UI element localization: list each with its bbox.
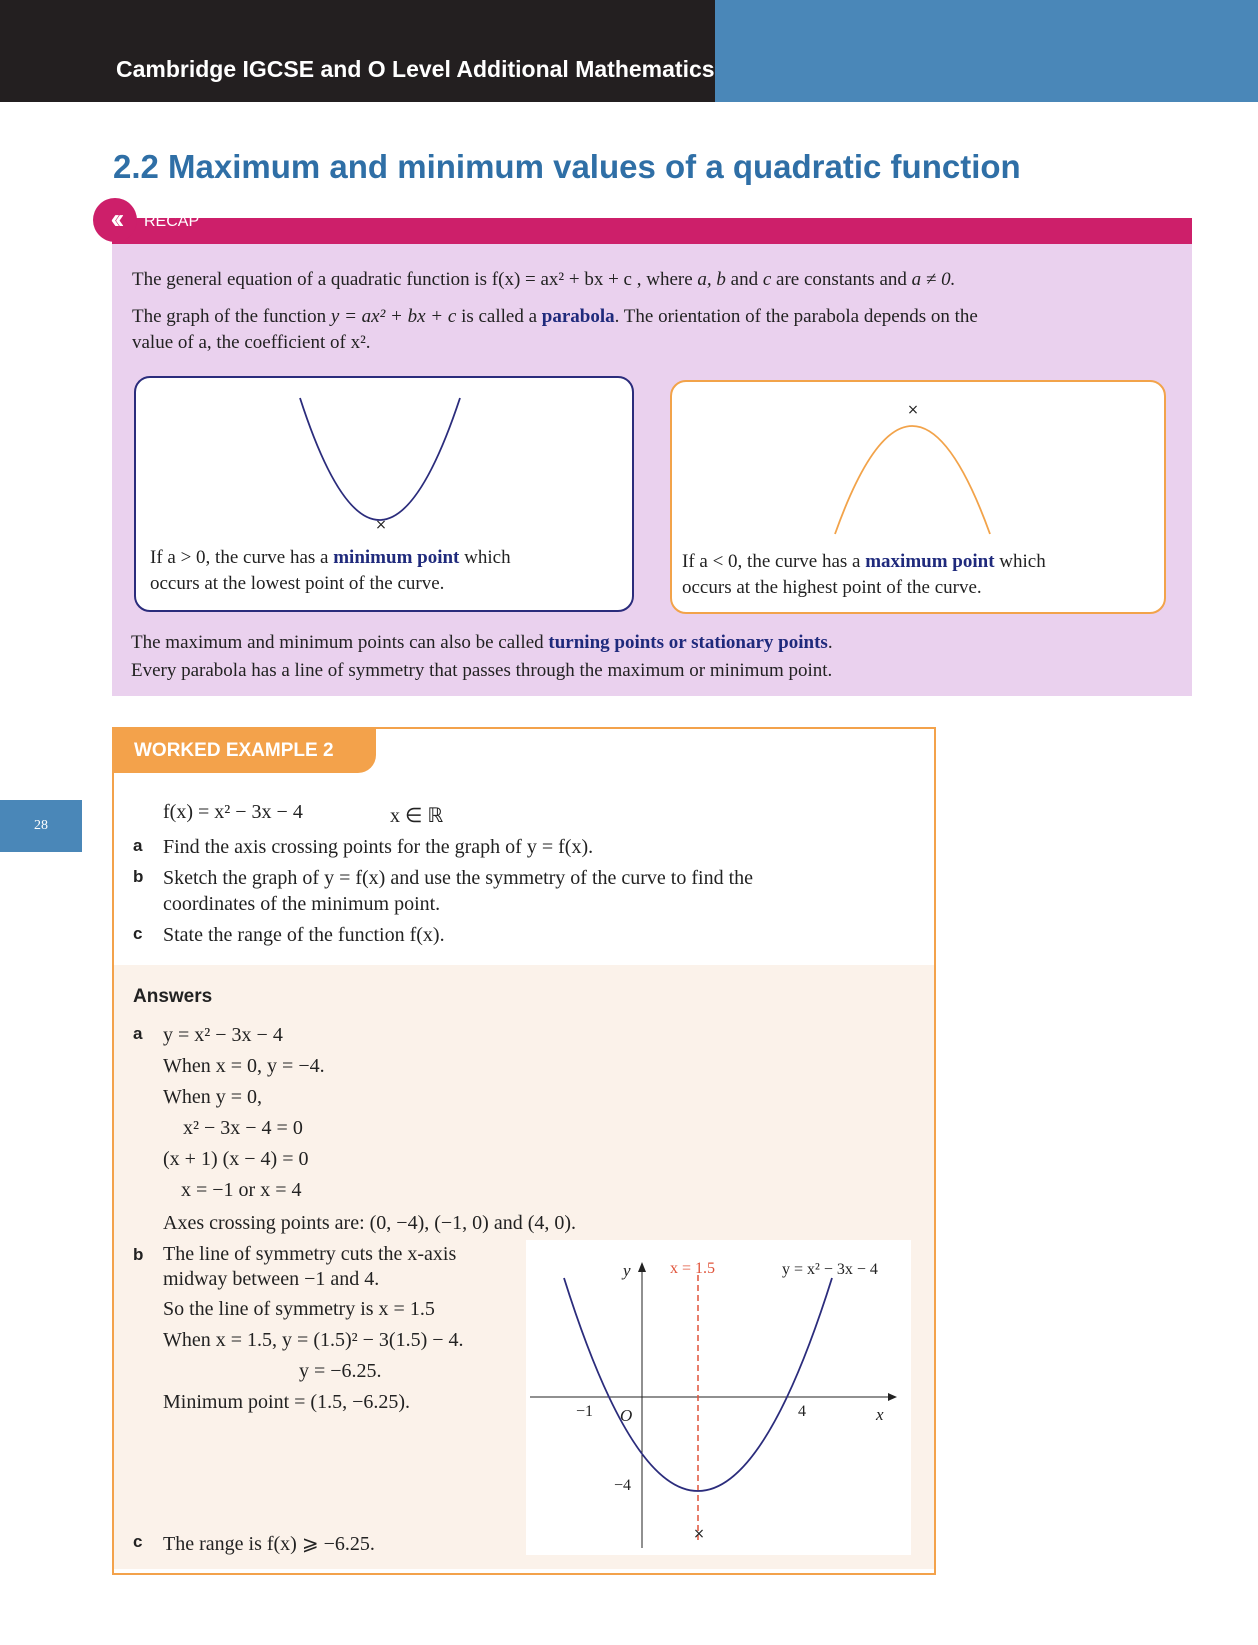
answer-a-line-3: When y = 0, [163, 1086, 263, 1108]
answer-b-line-2: midway between −1 and 4. [163, 1268, 380, 1290]
x-axis-arrow [888, 1393, 897, 1401]
tick-label-neg4: −4 [614, 1477, 632, 1494]
question-b-line-2: coordinates of the minimum point. [163, 893, 441, 915]
answer-a-line-5: (x + 1) (x − 4) = 0 [163, 1148, 309, 1170]
maximum-parabola-diagram [670, 380, 1166, 540]
answer-a-line-4: x² − 3x − 4 = 0 [183, 1117, 303, 1139]
section-title: 2.2 Maximum and minimum values of a quadratic function [113, 148, 1021, 185]
header-bar [0, 0, 715, 102]
y-axis-label: y [623, 1261, 631, 1280]
answer-b-letter: b [133, 1245, 144, 1264]
maximum-point-marker: × [907, 402, 919, 418]
recap-p3-text: The maximum and minimum points can also be called [131, 632, 544, 653]
turning-points-term: turning points or stationary points [548, 632, 828, 653]
origin-label: O [620, 1406, 633, 1425]
quadratic-graph [520, 1240, 915, 1560]
parabola-term: parabola [541, 306, 615, 327]
question-c: State the range of the function f(x). [163, 924, 445, 946]
minimum-panel-text-2: occurs at the lowest point of the curve. [150, 573, 445, 594]
minimum-panel-text-1 [150, 545, 511, 571]
recap-paragraph-2 [132, 304, 1172, 330]
maximum-parabola-curve [835, 426, 990, 534]
minimum-point-marker: × [693, 1526, 705, 1542]
answer-c-line-1: The range is f(x) ⩾ −6.25. [163, 1533, 375, 1555]
worked-example-tab: WORKED EXAMPLE 2 [114, 729, 376, 773]
recap-paragraph-1 [132, 267, 1172, 293]
minimum-parabola-diagram [134, 376, 634, 546]
answer-c-letter: c [133, 1532, 143, 1551]
recap-p2-equation: y = ax² + bx + c [330, 306, 457, 327]
recap-label: RECAP [144, 213, 200, 230]
function-definition: f(x) = x² − 3x − 4 [163, 801, 303, 823]
minimum-point-marker: × [375, 517, 387, 533]
book-title: Cambridge IGCSE and O Level Additional Mathematics [116, 56, 715, 82]
function-domain: x ∈ ℝ [390, 805, 444, 827]
answer-a-line-1: y = x² − 3x − 4 [163, 1024, 283, 1046]
recap-p1-condition: a ≠ 0. [911, 269, 956, 290]
answer-a-line-2: When x = 0, y = −4. [163, 1055, 325, 1077]
answer-a-letter: a [133, 1024, 143, 1043]
page-number: 28 [0, 800, 82, 852]
minimum-point-term: minimum point [333, 547, 460, 568]
tick-label-4: 4 [798, 1403, 806, 1420]
recap-p3-period: . [827, 632, 833, 653]
recap-p2-text-2: is called a [461, 306, 538, 327]
recap-p2-text-3: . The orientation of the parabola depends on the [614, 306, 978, 327]
maximum-panel-text-1 [682, 549, 1046, 575]
tick-label-neg1: −1 [576, 1403, 594, 1420]
recap-paragraph-3 [131, 630, 833, 656]
minimum-text-which: which [464, 547, 511, 568]
question-c-letter: c [133, 924, 143, 943]
minimum-text: If a > 0, the curve has a [150, 547, 329, 568]
answer-b-line-4: When x = 1.5, y = (1.5)² − 3(1.5) − 4. [163, 1329, 464, 1351]
answer-b-line-6: Minimum point = (1.5, −6.25). [163, 1391, 411, 1413]
question-b-letter: b [133, 867, 144, 886]
question-a: Find the axis crossing points for the graph of y = f(x). [163, 836, 594, 858]
question-a-letter: a [133, 836, 143, 855]
curve-label: y = x² − 3x − 4 [782, 1261, 878, 1278]
y-axis-arrow [638, 1262, 646, 1272]
recap-paragraph-4: Every parabola has a line of symmetry that passes through the maximum or minimum point. [131, 660, 833, 681]
recap-chevron-icon: ‹‹ [93, 198, 137, 242]
maximum-point-term: maximum point [865, 551, 995, 572]
answers-heading: Answers [133, 986, 213, 1007]
question-b-line-1: Sketch the graph of y = f(x) and use the symmetry of the curve to find the [163, 867, 753, 889]
recap-p1-vars: a, b [697, 269, 726, 290]
recap-p1-var-c: c [762, 269, 772, 290]
minimum-parabola-curve [300, 398, 460, 520]
symmetry-label: x = 1.5 [670, 1260, 716, 1277]
maximum-text: If a < 0, the curve has a [682, 551, 861, 572]
answer-a-line-7: Axes crossing points are: (0, −4), (−1, 0) and (4, 0). [163, 1212, 577, 1234]
header-accent [715, 0, 1258, 102]
recap-p2-text: The graph of the function [132, 306, 327, 327]
recap-p1-text: The general equation of a quadratic function is f(x) = ax² + bx + c , where [132, 269, 693, 290]
recap-p1-and: and [730, 269, 759, 290]
answer-a-line-6: x = −1 or x = 4 [181, 1179, 302, 1201]
answer-b-line-3: So the line of symmetry is x = 1.5 [163, 1298, 435, 1320]
recap-paragraph-2b: value of a, the coefficient of x². [132, 332, 371, 353]
answer-b-line-5: y = −6.25. [299, 1360, 382, 1382]
recap-bar [112, 218, 1192, 244]
x-axis-label: x [876, 1405, 884, 1424]
recap-p1-text-2: are constants and [776, 269, 907, 290]
answer-b-line-1: The line of symmetry cuts the x-axis [163, 1243, 457, 1265]
maximum-panel-text-2: occurs at the highest point of the curve. [682, 577, 982, 598]
maximum-text-which: which [999, 551, 1046, 572]
